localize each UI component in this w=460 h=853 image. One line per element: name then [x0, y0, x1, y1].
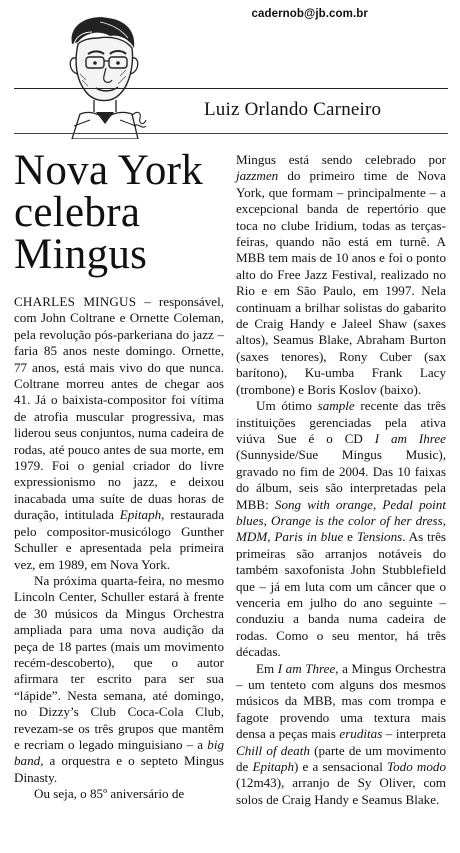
track-title: Orange is the color of her dress	[271, 512, 443, 528]
text: Na próxima quarta-feira, no mesmo Lincoln Center, Schuller estará à frente de 30 músicos da Mingus Orchestra ampliada para uma nova audição da peça de 18 partes (mais um movimento recém-descoberto), que o autor afirmara ter escrito para ser sua “lápide”. Nesta semana, até domingo, no Dizzy’s Club Coca-Cola Club, revezam-se os três grupos que mantêm e recriam o legado minguisiano – a	[14, 572, 224, 752]
work-title: Epitaph	[119, 507, 162, 523]
article-column-right	[236, 152, 446, 808]
track-title: Pedal point blues	[236, 496, 446, 528]
text: ,	[373, 496, 383, 512]
text: , a orquestra e o septeto Mingus Dinasty.	[14, 753, 224, 785]
caricature-drawing-icon	[50, 14, 150, 139]
headline-line-3: Mingus	[14, 231, 148, 278]
track-title: Paris in blue	[274, 529, 344, 545]
track-title: Song with orange	[274, 496, 373, 512]
album-title: I am Three	[277, 660, 336, 676]
emphasis: jazzmen	[236, 168, 279, 184]
paragraph	[14, 786, 224, 802]
track-title: MDM	[236, 529, 268, 545]
paragraph	[236, 661, 446, 809]
text: ,	[442, 512, 447, 528]
track-title: Tensions	[356, 529, 403, 545]
text: ) e a sensacional	[294, 759, 388, 775]
text: , a Mingus Orchestra – um tenteto com alguns dos mesmos músicos da MBB, mas com trompa e fagote provendo uma textura mais densa a peças mais	[236, 660, 446, 742]
paragraph	[14, 294, 224, 573]
text: recente das três instituições gerenciadas pela ativa viúva Sue é o CD	[236, 398, 446, 446]
text: (Sunnyside/Sue Mingus Music), gravado no fim de 2004. Das 10 faixas do álbum, seis são interpretadas pela MBB:	[236, 447, 446, 512]
paragraph	[14, 573, 224, 786]
text: , restaurada pelo compositor-musicólogo Gunther Schuller e apresentada pela primeira vez, em 1989, em Nova York.	[14, 507, 225, 572]
lead-in: CHARLES MINGUS	[14, 294, 137, 309]
album-title: I am Ihree	[374, 430, 446, 446]
emphasis: sample	[317, 398, 355, 414]
text: do primeiro time de Nova York, que formam – principalmente – a excepcional banda de repertório que toca no clube Iridium, todas as terças-feiras, quando não está em turnê. A MBB tem mais de 10 anos e foi o ponto alto do Free Jazz Festival, realizado no Rio e em São Paulo, em 1997. Nela continuam a brilhar solistas do gabarito de Craig Handy e Jaleel Shaw (saxes altos), Seamus Blake, Abraham Burton (saxes tenores), Rony Cuber (sax barítono), Ku-umba Frank Lacy (trombone) e Boris Koslov (baixo).	[236, 168, 446, 397]
headline-line-2: celebra	[14, 189, 141, 236]
text: (parte de um movimento de	[236, 742, 446, 775]
text: Em	[256, 660, 278, 676]
text: – interpreta	[382, 726, 446, 742]
text: e	[343, 529, 357, 545]
emphasis: eruditas	[339, 726, 383, 742]
text: ,	[267, 529, 275, 545]
article-headline	[14, 147, 244, 278]
text: ,	[263, 512, 272, 528]
text: . As três primeiras são arranjos notáveis do também saxofonista John Stubblefield que – já em luta com um câncer que o venceria em julho do ano seguinte – conduziu a banda numa cadeira de rodas. Como o seu mentor, há três décadas.	[236, 529, 447, 660]
text: (12m43), arranjo de Sy Oliver, com solos de Craig Handy e Seamus Blake.	[236, 775, 446, 807]
paragraph	[236, 398, 446, 661]
author-byline: Luiz Orlando Carneiro	[204, 99, 382, 120]
track-title: Chill of death	[236, 742, 310, 758]
article-column-left	[14, 294, 224, 803]
byline-rule	[14, 133, 448, 134]
text: Um ótimo	[256, 398, 318, 414]
headline-line-1: Nova York	[14, 147, 204, 194]
author-email[interactable]: cadernob@jb.com.br	[251, 8, 368, 20]
paragraph	[236, 152, 446, 398]
text: Ou seja, o 85º aniversário de	[34, 786, 185, 802]
emphasis: big band	[14, 736, 224, 769]
text: – responsável, com John Coltrane e Ornette Coleman, pela revolução pós-parkeriana do jazz – faria 85 anos neste domingo. Ornette, 77 anos, está mais vivo do que nunca. Coltrane morreu antes de chegar aos 41. Já o baixista-compositor foi vítima de atrofia muscular progressiva, mas liderou seus conjuntos, numa cadeira de rodas, até pouco antes de sua morte, em 1979. Foi o genial criador do livre expressionismo no jazz, e deixou inacabada uma suíte de duas horas de duração, intitulada	[14, 294, 224, 523]
work-title: Epitaph	[252, 759, 294, 775]
header-rule	[14, 88, 448, 89]
text: Mingus está sendo celebrado por	[236, 152, 446, 167]
track-title: Todo modo	[387, 759, 446, 775]
